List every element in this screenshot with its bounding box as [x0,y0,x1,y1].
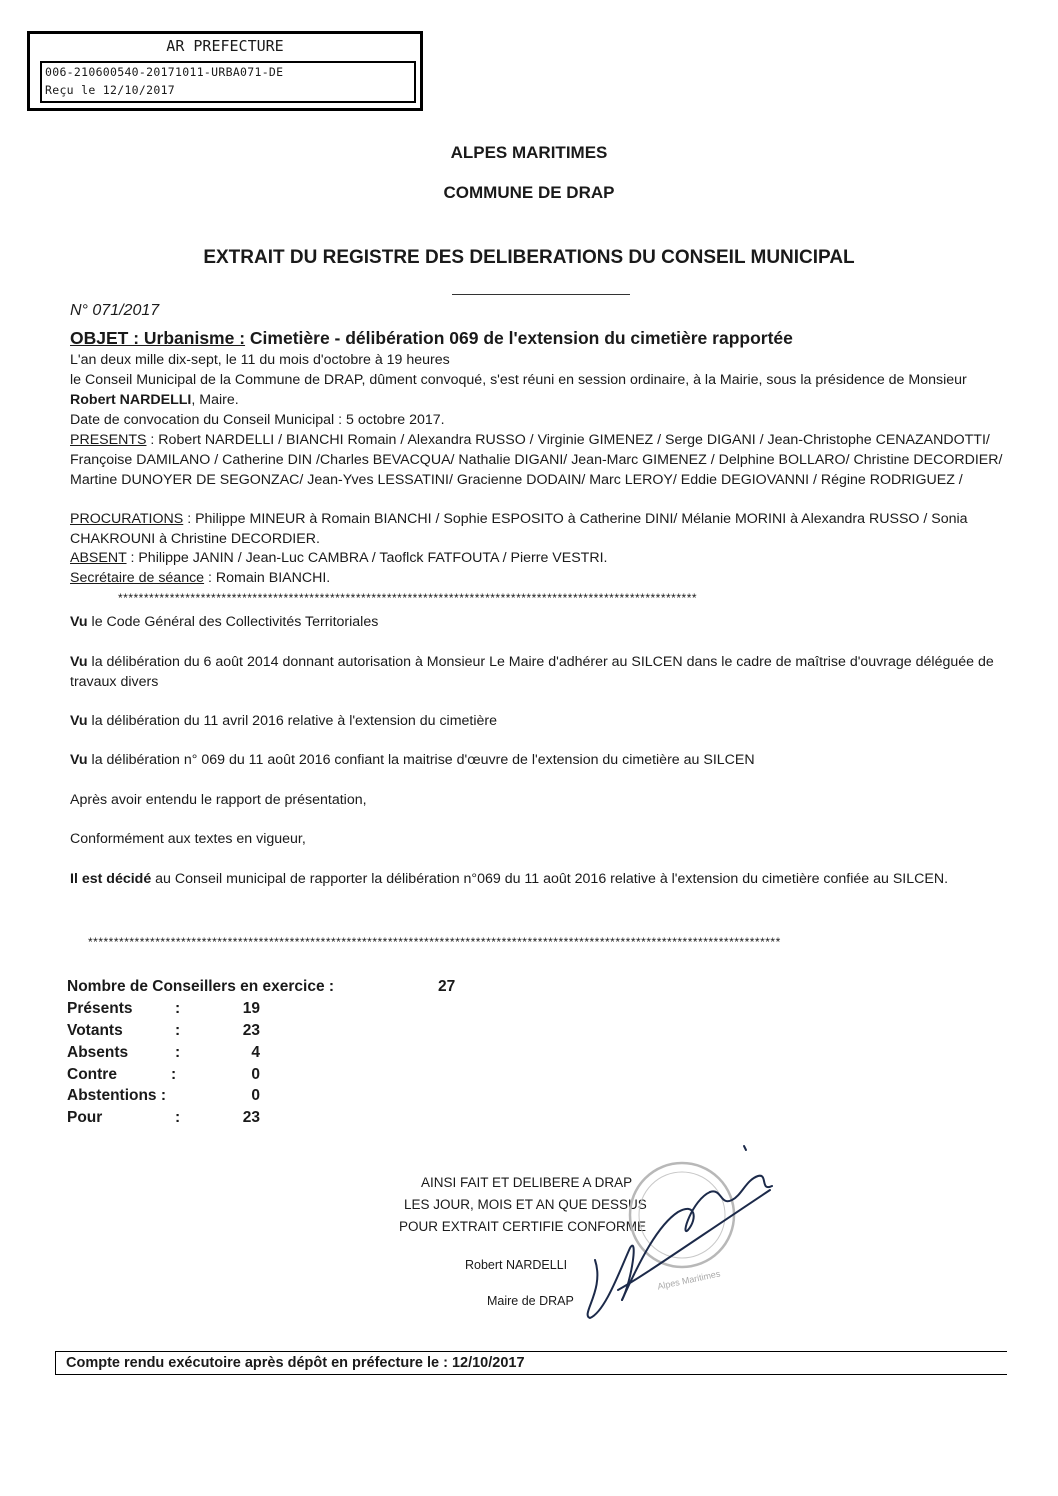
vu-label: Vu [70,614,88,630]
presents-list [70,431,1010,490]
vu-label: Vu [70,713,88,729]
rapport-line: Après avoir entendu le rapport de présentation, [70,792,367,808]
mayor-name: Robert NARDELLI [465,1258,568,1272]
vote-value-presents: 19 [242,1000,260,1017]
stamp-reference: 006-210600540-20171011-URBA071-DE [45,65,284,79]
vote-value-abstentions: 0 [251,1087,260,1104]
conformement-line: Conformément aux textes en vigueur, [70,831,306,847]
vote-label-presents: Présents [67,1000,133,1017]
signature-line-2: LES JOUR, MOIS ET AN QUE DESSUS [404,1197,647,1212]
separator-top: **************************************************************************************************************** [118,591,698,605]
registre-title: EXTRAIT DU REGISTRE DES DELIBERATIONS DU CONSEIL MUNICIPAL [203,247,855,268]
mayor-role: Maire de DRAP [487,1294,574,1308]
commune-title: COMMUNE DE DRAP [443,183,615,202]
vu-cgct [70,613,1010,633]
signature-line-3: POUR EXTRAIT CERTIFIE CONFORME [399,1219,647,1234]
vu-text: la délibération du 11 avril 2016 relative à l'extension du cimetière [87,713,498,729]
vu-text: la délibération du 6 août 2014 donnant autorisation à Monsieur Le Maire d'adhérer au SILCEN dans le cadre de maîtrise d'ouvrage déléguée de travaux divers [70,654,994,690]
convocation-date: Date de convocation du Conseil Municipal : 5 octobre 2017. [70,412,445,428]
stamp-received-date: Reçu le 12/10/2017 [45,83,176,97]
official-seal-and-signature [560,1140,790,1330]
signature-line-1: AINSI FAIT ET DELIBERE A DRAP [421,1175,633,1190]
seance-convocation-text [70,371,1010,411]
vote-label-abstentions: Abstentions : [67,1087,167,1104]
presents-label: PRESENTS [70,432,147,448]
separator-bottom: ************************************************************************************************************************************** [88,935,781,949]
vote-label-votants: Votants [67,1022,123,1039]
procurations-label: PROCURATIONS [70,511,184,527]
procurations-list [70,510,1010,550]
absent-label: ABSENT [70,550,127,566]
deliberation-number: N° 071/2017 [70,302,160,319]
vote-colon: : [175,1022,181,1039]
vote-value-contre: 0 [251,1066,260,1083]
seance-date: L'an deux mille dix-sept, le 11 du mois d'octobre à 19 heures [70,352,450,368]
vote-label-pour: Pour [67,1109,103,1126]
conseillers-exercice-label: Nombre de Conseillers en exercice : [67,978,335,995]
secretaire-line [70,569,1010,589]
departement-title: ALPES MARITIMES [450,143,608,162]
object-prefix: OBJET : Urbanisme : [70,328,246,348]
vote-colon: : [175,1109,181,1126]
vote-label-absents: Absents [67,1044,129,1061]
presents-names: : Robert NARDELLI / BIANCHI Romain / Alexandra RUSSO / Virginie GIMENEZ / Serge DIGANI / Jean-Christophe CENAZANDOTTI/ Françoise DAMILANO / Catherine DIN /Charles BEVACQUA/ Nathalie DIGANI/ Jean-Marc GIMENEZ / Delphine BOLLARO/ Christine DECORDIER/ Martine DUNOYER DE SEGONZAC/ Jean-Yves LESSATINI/ Gracienne DODAIN/ Marc LEROY/ Eddie DEGIOVANNI / Régine RODRIGUEZ / [70,432,1003,488]
vote-colon: : [175,1044,181,1061]
secretaire-name: : Romain BIANCHI. [204,570,331,586]
svg-text:Alpes Maritimes: Alpes Maritimes [656,1268,722,1292]
prefecture-stamp [27,31,423,111]
absent-names: : Philippe JANIN / Jean-Luc CAMBRA / Taoflck FATFOUTA / Pierre VESTRI. [126,550,608,566]
vote-value-votants: 23 [242,1022,260,1039]
decision-label: Il est décidé [70,871,152,887]
vote-colon: : [175,1000,181,1017]
stamp-reference-box [40,61,416,103]
vu-text: le Code Général des Collectivités Territoriales [87,614,379,630]
vote-label-contre: Contre [67,1066,117,1083]
president-name: Robert NARDELLI [70,391,192,408]
compte-rendu-box [55,1351,1007,1375]
vote-colon: : [171,1066,177,1083]
decision-paragraph [70,870,1010,890]
vu-deliberation-2016-avril [70,712,1010,732]
header-divider [452,294,630,295]
conseillers-exercice-value: 27 [438,978,456,995]
vu-deliberation-069 [70,751,1010,771]
deliberation-object [70,328,793,349]
seance-text: le Conseil Municipal de la Commune de DRAP, dûment convoqué, s'est réuni en session ordinaire, à la Mairie, sous la présidence de Monsieur [70,372,967,388]
vu-label: Vu [70,752,88,768]
procurations-names: : Philippe MINEUR à Romain BIANCHI / Sophie ESPOSITO à Catherine DINI/ Mélanie MORINI à Alexandra RUSSO / Sonia CHAKROUNI à Christine DECORDIER. [70,511,968,547]
vote-value-absents: 4 [251,1044,260,1061]
decision-text: au Conseil municipal de rapporter la délibération n°069 du 11 août 2016 relative à l'extension du cimetière confiée au SILCEN. [151,871,949,887]
vu-deliberation-2014 [70,653,1010,693]
absent-list [70,549,1010,569]
president-role: , Maire. [191,391,239,408]
vu-text: la délibération n° 069 du 11 août 2016 confiant la maitrise d'œuvre de l'extension du cimetière au SILCEN [87,752,755,768]
object-text: Cimetière - délibération 069 de l'extension du cimetière rapportée [249,328,793,348]
stamp-title: AR PREFECTURE [166,37,284,55]
vote-value-pour: 23 [242,1109,260,1126]
secretaire-label: Secrétaire de séance [70,570,205,586]
vu-label: Vu [70,654,88,670]
compte-rendu-text: Compte rendu exécutoire après dépôt en préfecture le : 12/10/2017 [66,1355,525,1371]
